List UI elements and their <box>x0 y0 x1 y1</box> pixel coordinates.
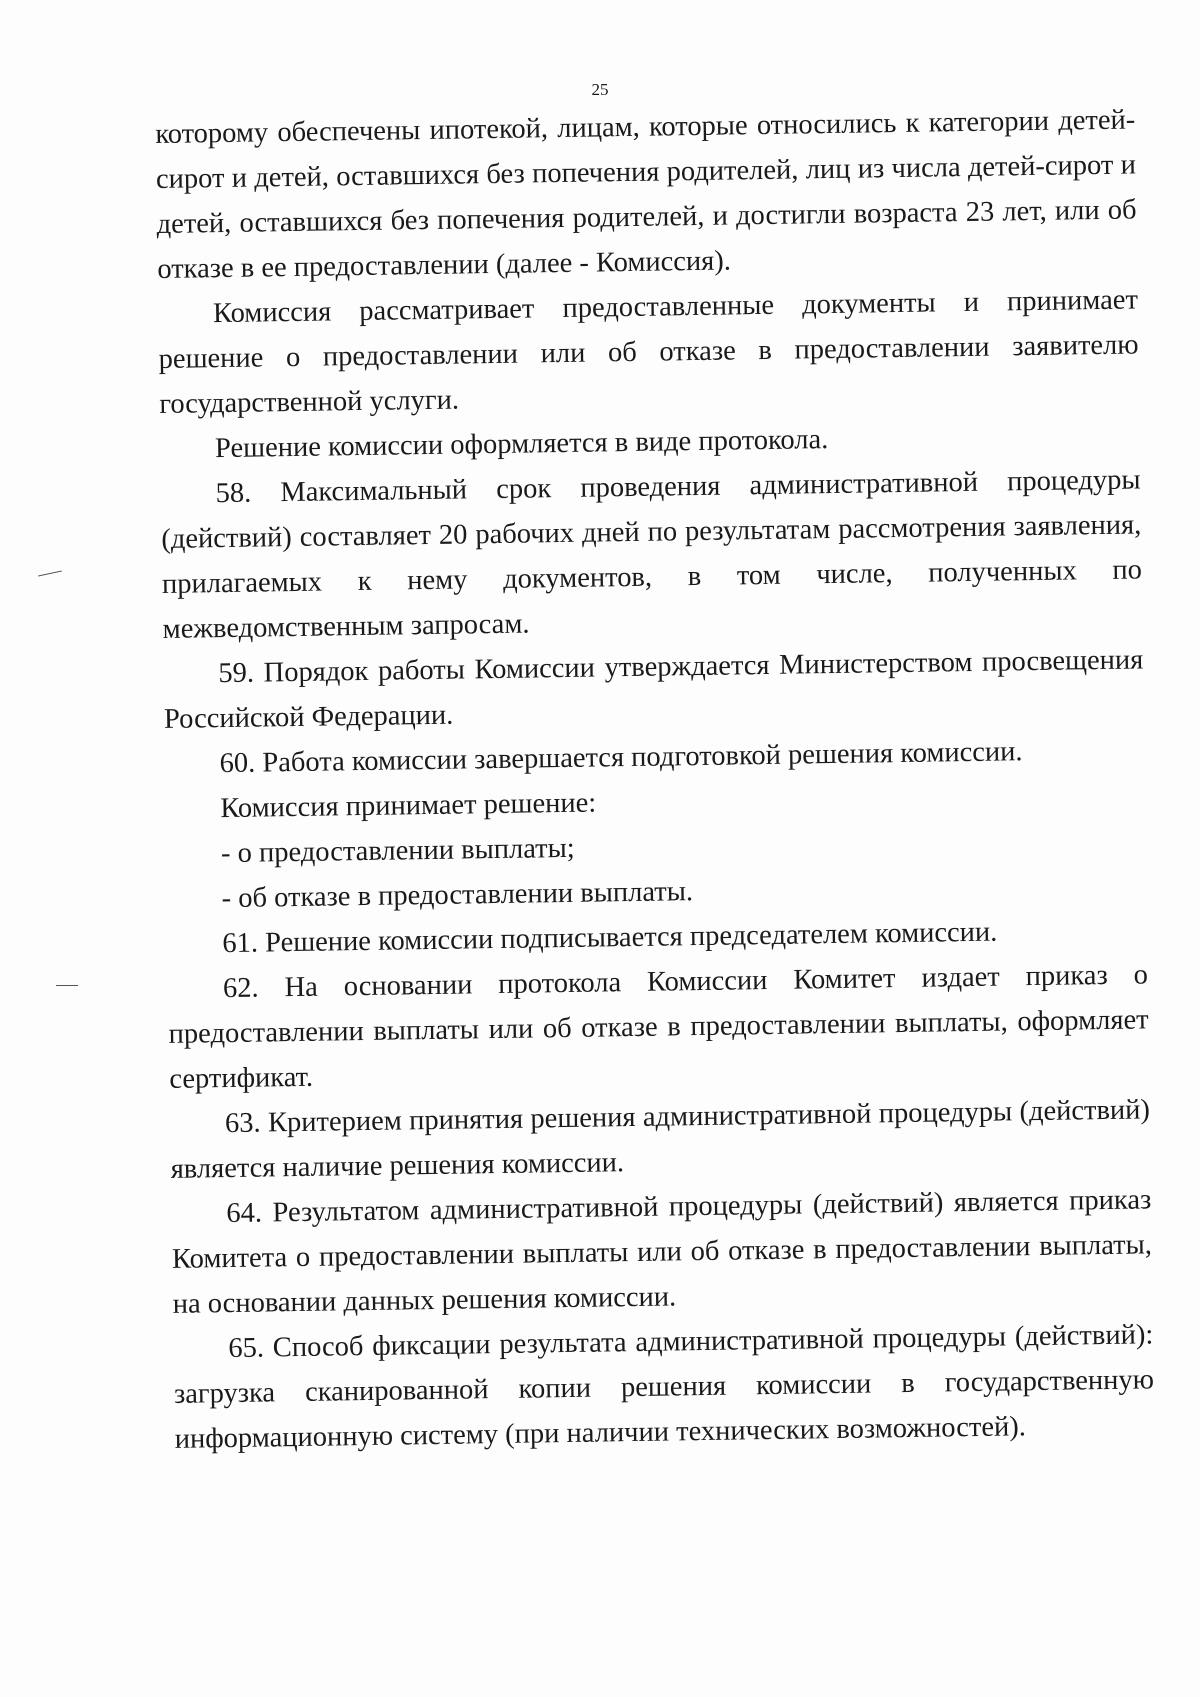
paragraph-60: 60. Работа комиссии завершается подготовкой решения комиссии. <box>219 736 1023 780</box>
paragraph-59: 59. Порядок работы Комиссии утверждается Министерством просвещения Российской Федерации. <box>163 644 1144 735</box>
paragraph-decision-intro: Комиссия принимает решение: <box>220 787 597 825</box>
list-item-refuse: - об отказе в предоставлении выплаты. <box>221 876 694 915</box>
paragraph-65: 65. Способ фиксации результата административной процедуры (действий): загрузка сканированной копии решения комиссии в государственную информационную систему (при наличии технических возможностей). <box>173 1319 1155 1455</box>
paragraph-commission-review: Комиссия рассматривает предоставленные документы и принимает решение о предоставлении или об отказе в предоставлении заявителю государственной услуги. <box>158 284 1139 420</box>
paragraph-commission-decision: Решение комиссии оформляется в виде протокола. <box>214 424 829 465</box>
scan-mark <box>38 571 62 577</box>
scan-mark <box>56 985 78 986</box>
document-body <box>155 97 1155 1461</box>
paragraph-58: 58. Максимальный срок проведения административной процедуры (действий) составляет 20 рабочих дней по результатам рассмотрения заявления, прилагаемых к нему документов, в том числе, полученных по межведомственным запросам. <box>161 464 1143 645</box>
page-number: 25 <box>591 80 609 99</box>
paragraph-63: 63. Критерием принятия решения административной процедуры (действий) является наличие решения комиссии. <box>170 1094 1151 1185</box>
paragraph-continuation: которому обеспечены ипотекой, лицам, которые относились к категории детей-сирот и детей, оставшихся без попечения родителей, лиц из числа детей-сирот и детей, оставшихся без попечения родителей, и достигли возраста 23 лет, или об отказе в ее предоставлении (далее - Комиссия). <box>155 104 1137 285</box>
list-item-grant: - о предоставлении выплаты; <box>220 832 575 870</box>
paragraph-61: 61. Решение комиссии подписывается председателем комиссии. <box>222 916 998 960</box>
paragraph-62: 62. На основании протокола Комиссии Комитет издает приказ о предоставлении выплаты или об отказе в предоставлении выплаты, оформляет сертификат. <box>168 959 1149 1095</box>
paragraph-64: 64. Результатом административной процедуры (действий) является приказ Комитета о предоставлении выплаты или об отказе в предоставлении выплаты, на основании данных решения комиссии. <box>171 1184 1153 1320</box>
